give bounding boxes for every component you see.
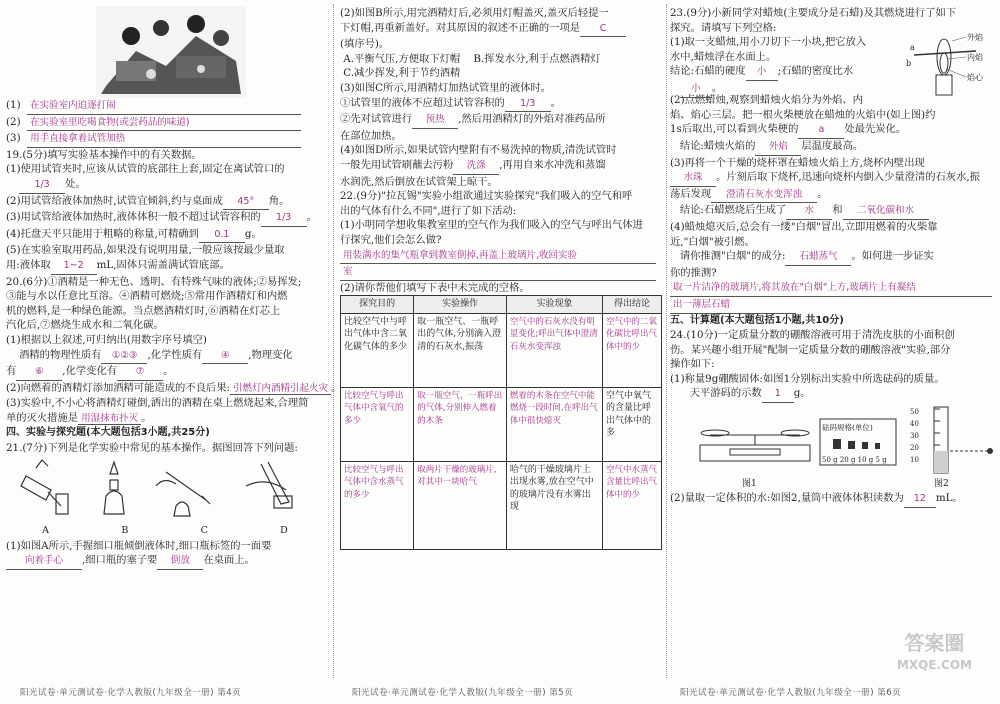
q22-text: 出的气体有什么不同",进行了如下活动: bbox=[340, 204, 517, 217]
q21-2-text: 下灯帽,再重新盖好。对其原因的叙述不正确的一项是 C bbox=[340, 21, 662, 38]
q24-title: 24.(10分)一定质量分数的硼酸溶液可用于清洗皮肤的小面积创 bbox=[670, 329, 955, 342]
q22-answer: 室 bbox=[340, 264, 662, 281]
q21-2-options: C.减少挥发,利于节约酒精 bbox=[343, 67, 461, 80]
weights-title: 砝码规格(单位) bbox=[822, 423, 873, 433]
q23-text: 结论:石蜡燃烧后生成了 水 和 二氧化碳和水 bbox=[670, 203, 994, 220]
flame-core-label: 焰心 bbox=[967, 73, 983, 83]
table-cell: 哈气的干燥玻璃片上出现水雾,放在空气中的玻璃片没有水雾出现 bbox=[506, 461, 602, 549]
q18-item-3: (3) 用手直接拿着试管加热 bbox=[6, 131, 324, 148]
watermark-logo: 答案圈 MXQE.COM bbox=[896, 631, 972, 672]
q23-text: (4)蜡烛熄灭后,总会有一缕"白烟"冒出,立即用燃着的火柴靠 bbox=[670, 220, 938, 233]
q21-1-text: (1)如图A所示,手握细口瓶倾倒液体时,细口瓶标签的一面要 bbox=[6, 539, 272, 552]
section-5-title: 五、计算题(本大题包括1小题,共10分) bbox=[670, 314, 844, 326]
q22-text: (1)小明同学想收集教室里的空气作为我们吸入的空气与呼出气体进 bbox=[340, 219, 643, 232]
q20-text: 有 ⑥ ,化学变化有 ⑦ 。 bbox=[6, 364, 324, 381]
lab-operations-figure bbox=[6, 456, 324, 539]
q23-text: 水珠 。片刻后取下烧杯,迅速向烧杯内倒入少量澄清的石灰水,振 bbox=[670, 170, 994, 187]
table-cell: 取一瓶空气、一瓶呼出的气体,分别伸入燃着的木条 bbox=[414, 387, 507, 461]
q18-item-1: (1) 在实验室内追逐打闹 bbox=[6, 98, 324, 115]
q23-text: 荡后发现 澄清石灰水变浑浊 。 bbox=[670, 187, 994, 204]
q20-text: (1)根据以上叙述,可归纳出(用数字序号填空) bbox=[6, 333, 207, 346]
q23-1-block bbox=[670, 35, 994, 93]
point-b-label: b bbox=[906, 59, 912, 69]
scale-tick-label: 30 bbox=[910, 432, 919, 441]
q23-text: 1s后取出,可以看到火柴梗的 a 处最先炭化。 bbox=[670, 122, 994, 139]
table-cell: 空气中的二氧化碳比呼出气体中的少 bbox=[603, 313, 662, 387]
table-row bbox=[341, 461, 662, 549]
q20-text: 单的灭火措施是 用湿抹布扑灭 。 bbox=[6, 411, 152, 424]
table-header: 得出结论 bbox=[603, 296, 662, 313]
q23-text: 焰、焰心三层。把一根火柴梗放在蜡烛的火焰中(如上图)约 bbox=[670, 108, 936, 121]
q19-title: 19.(5分)填写实验基本操作中的有关数据。 bbox=[6, 148, 202, 161]
q19-text: (2)用试管给液体加热时,试管宜倾斜,约与桌面成 45° 角。 bbox=[6, 194, 324, 211]
table-cell: 空气中氧气的含量比呼出气体中的多 bbox=[603, 387, 662, 461]
q19-text: 用:液体取 1~2 mL,固体只需盖满试管底部。 bbox=[6, 258, 324, 275]
page-footer: 阳光试卷·单元测试卷·化学人教版(九年级全一册) 第5页 bbox=[352, 688, 574, 698]
q19-text: (5)在实验室取用药品,如果没有说明用量,一般应该按最少量取 bbox=[6, 244, 285, 257]
q21-3-text: ②先对试管进行 预热 ,然后用酒精灯的外焰对准药品所 bbox=[340, 112, 662, 129]
column-divider bbox=[666, 4, 667, 678]
figure-2-cylinder bbox=[910, 405, 994, 491]
scale-tick-label: 40 bbox=[910, 420, 919, 429]
q21-title: 21.(7分)下列是化学实验中常见的基本操作。据图回答下列问题: bbox=[6, 442, 298, 455]
q18-item-2: (2) 在实验室里吃喝食物(或尝药品的味道) bbox=[6, 115, 324, 132]
q24-text: (2)量取一定体积的水:如图2,量筒中液体体积读数为 12 mL。 bbox=[670, 491, 994, 508]
q20-text: 酒精的物理性质有 ①②③ ,化学性质有 ④ ,物理变化 bbox=[6, 348, 324, 365]
inner-flame-label: 内焰 bbox=[967, 53, 983, 63]
candle-figure bbox=[904, 27, 994, 97]
q23-text: 水中,蜡烛浮在水面上。 bbox=[670, 50, 777, 63]
q21-2-options: A.平衡气压,方便取下灯帽 B.挥发水分,利于点燃酒精灯 bbox=[343, 52, 601, 65]
q23-text: (3)再将一个干燥的烧杯罩在蜡烛火焰上方,烧杯内壁出现 bbox=[670, 156, 925, 169]
q22-title: 22.(9分)"拉瓦锡"实验小组欲通过实验探究"我们吸入的空气和呼 bbox=[340, 190, 633, 203]
q21-4-text: 一般先用试管刷蘸去污粉 洗涤 ,再用自来水冲洗和蒸馏 bbox=[340, 158, 662, 175]
q24-text: 操作如下: bbox=[670, 358, 715, 371]
q21-1-text: 向着手心 ,细口瓶的塞子要 倒放 在桌面上。 bbox=[6, 553, 324, 570]
q23-answer: 出一薄层石蜡 bbox=[670, 297, 994, 314]
q22-answer: 用装满水的集气瓶拿到教室倒掉,再盖上玻璃片,收回实验 bbox=[340, 248, 662, 265]
table-cell: 空气中水蒸气含量比呼出气体中的少 bbox=[603, 461, 662, 549]
q24-text: (1)称量9g硼酸固体:如图1分别标出实验中所选砝码的质量。 bbox=[670, 372, 945, 385]
weights-list: 50 g 20 g 10 g 5 g bbox=[822, 456, 887, 465]
section-4-title: 四、实验与探究题(本大题包括3小题,共25分) bbox=[6, 427, 210, 439]
table-header-row bbox=[341, 296, 662, 313]
experiment-table bbox=[340, 295, 662, 549]
page-column-5 bbox=[340, 6, 662, 550]
figure-1-balance bbox=[670, 405, 900, 491]
table-cell: 比较空气中与呼出气体中含二氧化碳气体的多少 bbox=[341, 313, 414, 387]
page-column-4 bbox=[6, 6, 342, 570]
q21-3-text: ①试管里的液体不应超过试管容积的 1/3 。 bbox=[340, 96, 662, 113]
q23-text: (2)点燃蜡烛,观察到蜡烛火焰分为外焰、内 bbox=[670, 94, 863, 107]
table-cell: 取两片干燥的玻璃片,对其中一块哈气 bbox=[414, 461, 507, 549]
q23-title: 23.(9分)小新同学对蜡烛(主要成分是石蜡)及其燃烧进行了如下 bbox=[670, 7, 957, 19]
q23-text: 结论:蜡烛火焰的 外焰 层温度最高。 bbox=[670, 139, 994, 156]
table-cell: 比较空气与呼出气体中含水蒸气的多少 bbox=[341, 461, 414, 549]
q24-text: 天平游码的示数 1 g。 bbox=[670, 386, 994, 403]
table-header: 实验操作 bbox=[414, 296, 507, 313]
balance-figures bbox=[670, 405, 994, 491]
q23-text: (1)取一支蜡烛,用小刀切下一小块,把它放入 bbox=[670, 36, 867, 49]
q19-text: 1/3 处。 bbox=[6, 177, 324, 194]
q20-text: 20.(6分)①酒精是一种无色、透明、有特殊气味的液体;②易挥发; bbox=[6, 275, 302, 288]
page-column-6 bbox=[670, 6, 994, 508]
q21-3-text: 在部位加热。 bbox=[340, 129, 402, 142]
table-header: 探究目的 bbox=[341, 296, 414, 313]
page-footer: 阳光试卷·单元测试卷·化学人教版(九年级全一册) 第6页 bbox=[680, 688, 902, 698]
q20-text: (2)向燃着的酒精灯添加酒精可能造成的不良后果: 引燃灯内酒精引起火灾 。 bbox=[6, 381, 342, 394]
table-row bbox=[341, 313, 662, 387]
figure-label-c: C bbox=[200, 525, 208, 537]
q19-text: (1)使用试管夹时,应该从试管的底部往上套,固定在离试管口的 bbox=[6, 163, 285, 176]
q22-text: (2)请你帮他们填写下表中未完成的空格。 bbox=[340, 281, 530, 294]
q23-text: 近,"白烟"被引燃。 bbox=[670, 235, 755, 248]
q21-4-text: 水润洗,然后倒放在试管架上晾干。 bbox=[340, 175, 498, 188]
q21-2-text: (2)如图B所示,用完酒精灯后,必须用灯帽盖灭,盖灭后轻提一 bbox=[340, 7, 609, 19]
table-cell: 比较空气与呼出气体中含氧气的多少 bbox=[341, 387, 414, 461]
q20-text: 机的燃料,是一种绿色能源。当点燃酒精灯时,⑥酒精在灯芯上 bbox=[6, 304, 281, 317]
q23-text: 探究。请填写下列空格: bbox=[670, 21, 777, 34]
figure-label-d: D bbox=[280, 525, 288, 537]
figure-2-caption: 图2 bbox=[934, 479, 949, 490]
scale-tick-label: 50 bbox=[910, 408, 919, 417]
figure-label-b: B bbox=[121, 525, 129, 537]
figure-label-a: A bbox=[42, 525, 50, 537]
table-cell: 空气中的石灰水没有明显变化;呼出气体中澄清石灰水变浑浊 bbox=[506, 313, 602, 387]
scale-tick-label: 20 bbox=[910, 444, 919, 453]
q23-text: 你的推测? bbox=[670, 266, 717, 279]
table-cell: 取一瓶空气、一瓶呼出的气体,分别滴入澄清的石灰水,振荡 bbox=[414, 313, 507, 387]
column-divider bbox=[333, 4, 334, 678]
q19-text: (3)用试管给液体加热时,液体体积一般不超过试管容积的 1/3 。 bbox=[6, 210, 324, 227]
outer-flame-label: 外焰 bbox=[967, 33, 983, 43]
q22-text: 行探究,他们会怎么做? bbox=[340, 233, 442, 246]
q20-text: ③能与水以任意比互溶。④酒精可燃烧;⑤常用作酒精灯和内燃 bbox=[6, 290, 288, 303]
scale-tick-label: 10 bbox=[910, 456, 919, 465]
q24-text: 伤。某兴趣小组开展"配制一定质量分数的硼酸溶液"实验,部分 bbox=[670, 343, 951, 356]
q20-text: 汽化后,⑦燃烧生成水和二氧化碳。 bbox=[6, 319, 164, 332]
q20-text: (3)实验中,不小心将酒精灯碰倒,洒出的酒精在桌上燃烧起来,合理简 bbox=[6, 397, 309, 410]
point-a-label: a bbox=[910, 43, 915, 53]
q23-text: 请你推测"白烟"的成分: 石蜡蒸气 。如何进一步证实 bbox=[670, 249, 994, 266]
page-footer: 阳光试卷·单元测试卷·化学人教版(九年级全一册) 第4页 bbox=[20, 688, 242, 698]
q21-3-text: (3)如图C所示,用酒精灯加热试管里的液体时。 bbox=[340, 81, 552, 94]
table-cell: 燃着的木条在空气中能燃烧一段时间,在呼出气体中很快熄灭 bbox=[506, 387, 602, 461]
q21-4-text: (4)如图D所示,如果试管内壁附有不易洗掉的物质,清洗试管时 bbox=[340, 144, 617, 157]
q23-text: 小 。 bbox=[670, 81, 994, 98]
q23-answer: 取一片洁净的玻璃片,将其放在"白烟"上方,玻璃片上有凝结 bbox=[670, 280, 994, 297]
table-row bbox=[341, 387, 662, 461]
q23-text: 结论:石蜡的硬度 小 ;石蜡的密度比水 bbox=[670, 64, 994, 81]
figure-1-caption: 图1 bbox=[742, 479, 757, 490]
q21-2-text: (填序号)。 bbox=[340, 38, 390, 51]
lab-photo bbox=[96, 6, 246, 98]
q19-text: (4)托盘天平只能用于粗略的称量,可精确到 0.1 g。 bbox=[6, 227, 324, 244]
table-header: 实验现象 bbox=[506, 296, 602, 313]
